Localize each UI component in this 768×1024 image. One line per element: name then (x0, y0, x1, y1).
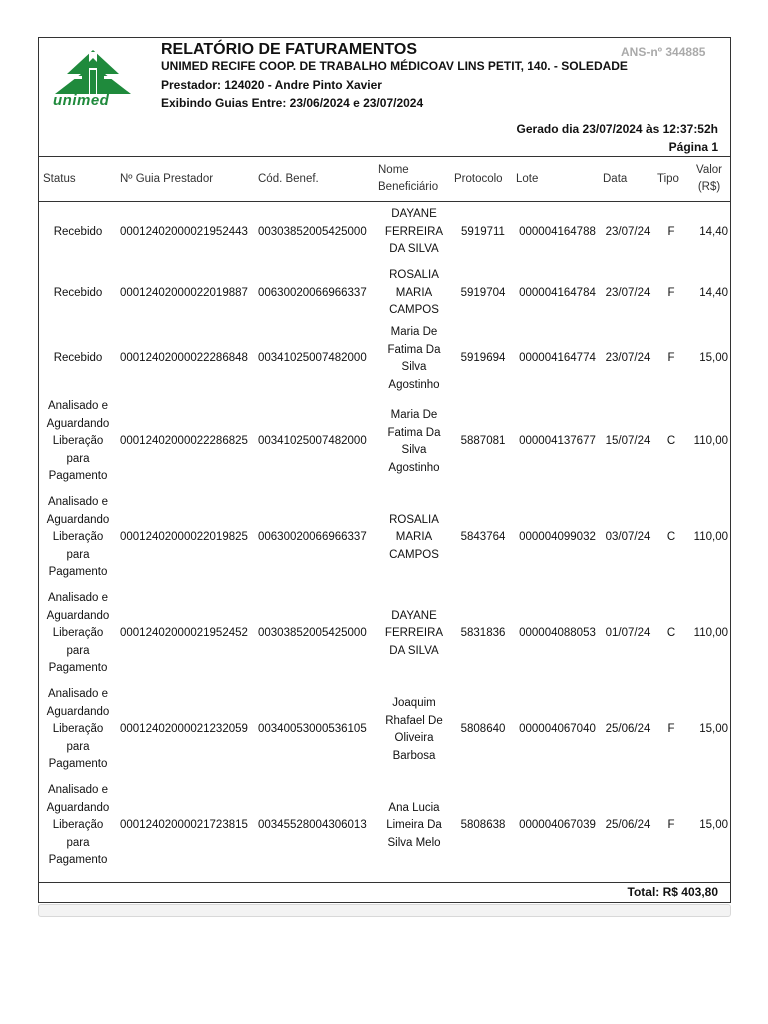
column-header-guia: Nº Guia Prestador (118, 157, 256, 202)
cell-data: 23/07/24 (605, 225, 651, 238)
cell-nome: DAYANE FERREIRA DA SILVA (384, 609, 444, 657)
column-header-nome: Nome Beneficiário (376, 157, 452, 202)
cell-cod: 00345528004306013 (258, 819, 367, 832)
cell-data: 03/07/24 (605, 531, 651, 544)
cell-cod: 00341025007482000 (258, 352, 367, 365)
cell-tipo: F (667, 286, 675, 299)
cell-data: 25/06/24 (605, 723, 651, 736)
cell-data: 23/07/24 (605, 286, 651, 299)
table-row (38, 324, 731, 394)
logo-text: unimed (53, 92, 110, 109)
cell-status: Analisado e Aguardando Liberação para Pagamento (46, 496, 110, 579)
table-row (38, 263, 731, 324)
cell-guia: 00012402000021952443 (120, 225, 248, 238)
cell-tipo: C (666, 435, 676, 448)
cell-guia: 00012402000021232059 (120, 723, 248, 736)
cell-valor: 15,00 (699, 819, 728, 832)
table-row (38, 778, 731, 874)
cell-nome: ROSALIA MARIA CAMPOS (389, 269, 439, 317)
cell-nome: Joaquim Rhafael De Oliveira Barbosa (385, 697, 443, 762)
cell-tipo: F (667, 352, 675, 365)
column-header-lote: Lote (514, 157, 601, 202)
cell-data: 25/06/24 (605, 819, 651, 832)
prestador-line: Prestador: 124020 - Andre Pinto Xavier (161, 78, 382, 92)
cell-lote: 000004164784 (519, 286, 596, 299)
cell-protocolo: 5919694 (460, 352, 506, 365)
cell-lote: 000004164788 (519, 225, 596, 238)
cell-guia: 00012402000022019825 (120, 531, 248, 544)
cell-cod: 00303852005425000 (258, 627, 367, 640)
cell-valor: 110,00 (693, 627, 728, 640)
cell-lote: 000004137677 (519, 435, 596, 448)
cell-nome: Maria De Fatima Da Silva Agostinho (387, 409, 441, 474)
cell-cod: 00341025007482000 (258, 435, 367, 448)
ans-number: ANS-nº 344885 (621, 45, 706, 59)
cell-cod: 00303852005425000 (258, 225, 367, 238)
table-row (38, 682, 731, 778)
cell-lote: 000004067040 (519, 723, 596, 736)
cell-protocolo: 5843764 (460, 531, 506, 544)
generated-at: Gerado dia 23/07/2024 às 12:37:52h (516, 122, 718, 136)
table-row (38, 586, 731, 682)
cell-protocolo: 5919704 (460, 286, 506, 299)
cell-tipo: C (666, 627, 676, 640)
period-line: Exibindo Guias Entre: 23/06/2024 e 23/07/2024 (161, 96, 424, 110)
cell-lote: 000004164774 (519, 352, 596, 365)
cell-tipo: F (667, 819, 675, 832)
cell-status: Recebido (53, 225, 103, 238)
cell-protocolo: 5808638 (460, 819, 506, 832)
horizontal-scrollbar[interactable] (38, 904, 731, 917)
table-row (38, 202, 731, 264)
column-header-valor: Valor (R$) (687, 157, 731, 202)
column-header-data: Data (601, 157, 655, 202)
billing-report (38, 37, 731, 903)
cell-valor: 110,00 (693, 435, 728, 448)
cell-tipo: F (667, 225, 675, 238)
cell-protocolo: 5887081 (460, 435, 506, 448)
cell-valor: 15,00 (699, 352, 728, 365)
cell-cod: 00340053000536105 (258, 723, 367, 736)
cell-lote: 000004067039 (519, 819, 596, 832)
table-header-row (38, 157, 731, 202)
column-header-protocolo: Protocolo (452, 157, 514, 202)
cell-tipo: C (666, 531, 676, 544)
cell-cod: 00630020066966337 (258, 531, 367, 544)
company-line: UNIMED RECIFE COOP. DE TRABALHO MÉDICOAV LINS PETIT, 140. - SOLEDADE (161, 59, 628, 73)
cell-tipo: F (667, 723, 675, 736)
cell-status: Analisado e Aguardando Liberação para Pagamento (46, 400, 110, 483)
cell-nome: DAYANE FERREIRA DA SILVA (384, 208, 444, 256)
cell-guia: 00012402000022286825 (120, 435, 248, 448)
page-number: Página 1 (668, 140, 718, 154)
cell-valor: 110,00 (693, 531, 728, 544)
cell-guia: 00012402000022286848 (120, 352, 248, 365)
total-amount: Total: R$ 403,80 (627, 885, 718, 899)
cell-protocolo: 5831836 (460, 627, 506, 640)
cell-status: Analisado e Aguardando Liberação para Pagamento (46, 688, 110, 771)
total-bar (38, 882, 731, 903)
cell-data: 15/07/24 (605, 435, 651, 448)
cell-cod: 00630020066966337 (258, 286, 367, 299)
cell-nome: Maria De Fatima Da Silva Agostinho (387, 326, 441, 391)
table-row (38, 490, 731, 586)
cell-nome: ROSALIA MARIA CAMPOS (389, 513, 439, 561)
report-header (39, 38, 730, 156)
cell-valor: 14,40 (699, 225, 728, 238)
cell-status: Analisado e Aguardando Liberação para Pagamento (46, 592, 110, 675)
cell-data: 23/07/24 (605, 352, 651, 365)
table-row (38, 394, 731, 490)
report-title: RELATÓRIO DE FATURAMENTOS (161, 41, 417, 58)
cell-status: Recebido (53, 286, 103, 299)
cell-data: 01/07/24 (605, 627, 651, 640)
cell-guia: 00012402000021723815 (120, 819, 248, 832)
cell-status: Analisado e Aguardando Liberação para Pagamento (46, 784, 110, 867)
cell-lote: 000004088053 (519, 627, 596, 640)
cell-nome: Ana Lucia Limeira Da Silva Melo (386, 801, 442, 849)
cell-lote: 000004099032 (519, 531, 596, 544)
column-header-cod: Cód. Benef. (256, 157, 376, 202)
cell-valor: 15,00 (699, 723, 728, 736)
cell-valor: 14,40 (699, 286, 728, 299)
cell-guia: 00012402000021952452 (120, 627, 248, 640)
cell-protocolo: 5919711 (461, 225, 505, 238)
billing-table (38, 156, 731, 874)
column-header-tipo: Tipo (655, 157, 687, 202)
cell-status: Recebido (53, 352, 103, 365)
column-header-status: Status (38, 157, 118, 202)
cell-protocolo: 5808640 (460, 723, 506, 736)
cell-guia: 00012402000022019887 (120, 286, 248, 299)
